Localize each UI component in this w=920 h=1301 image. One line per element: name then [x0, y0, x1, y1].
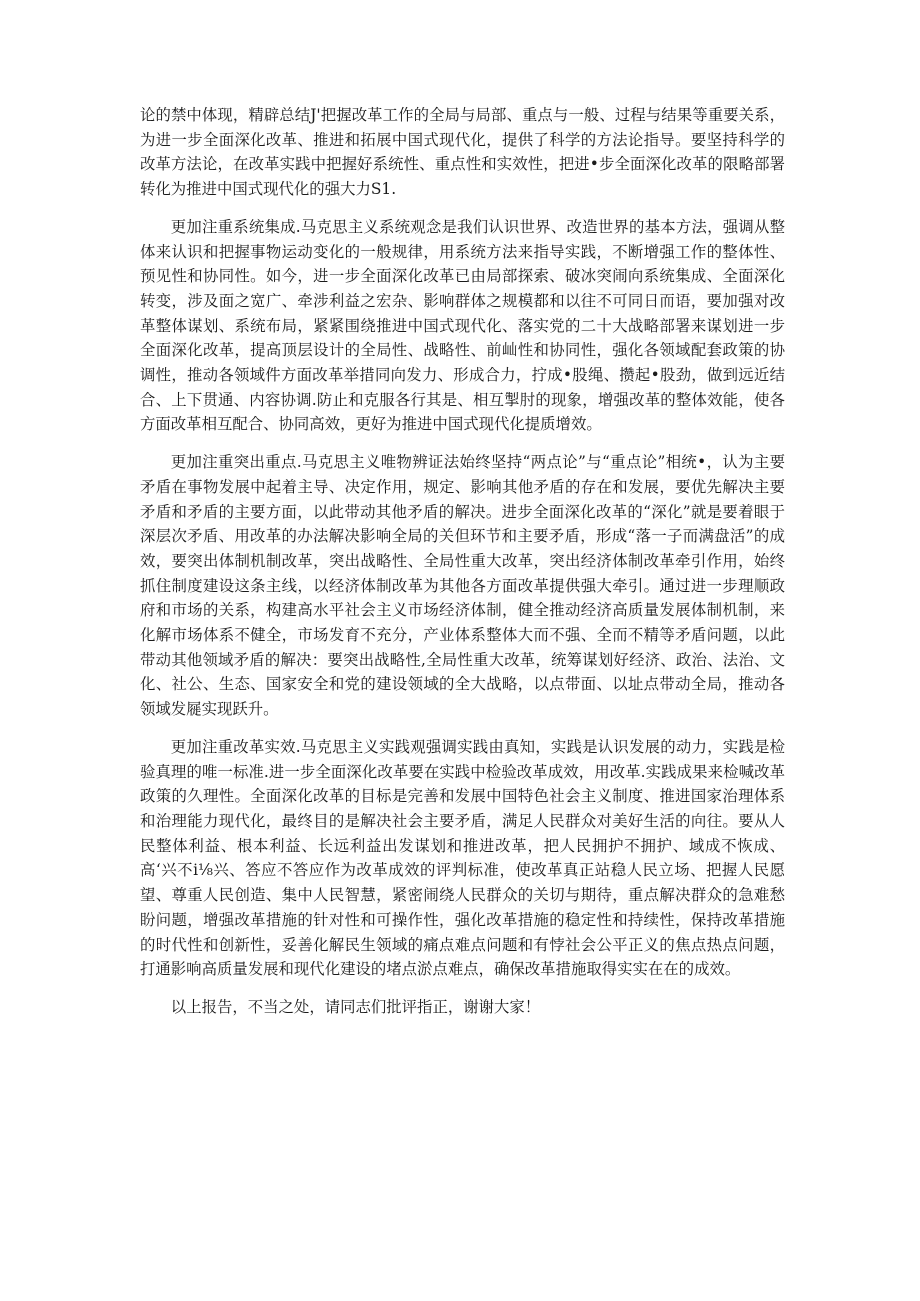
- document-body: [140, 103, 785, 1033]
- paragraph-method-intro: 论的禁中体现，精辟总结J'把握改革工作的全局与局部、重点与一般、过程与结果等重要关系，为进一步全面深化改革、推进和拓展中国式现代化，提供了科学的方法论指导。要坚持科学的改革方法论，在改革实践中把握好系统性、重点性和实效性，把进•步全面深化改革的限略部署转化为推进中国式现代化的强大力S1.: [140, 106, 785, 199]
- paragraph-system-integration: 更加注重系统集成.马克思主义系统观念是我们认识世界、改造世界的基本方法，强调从整体来认识和把握事物运动变化的一般规律，用系统方法来指导实践，不断增强工作的整体性、预见性和协同性。如今，进一步全面深化改革已由局部探索、破冰突闹向系统集成、全面深化转变，涉及面之宽广、牵涉利益之宏杂、影响群体之规模都和以往不可同日而语，要加强对改革整体谋划、系统布局，紧紧围绕推进中国式现代化、落实党的二十大战略部署来谋划进一步全面深化改革，提高顶层设计的全局性、战略性、前屾性和协同性，强化各领域配套政策的协调性，推动各领域件方面改革举措同向发力、形成合力，拧成•股绳、攒起•股劲，做到远近结合、上下贯通、内容协调.防止和克服各行其是、相互掣肘的现象，增强改革的整体效能，使各方面改革相互配合、协同高效，更好为推进中国式现代化提质增效。: [140, 217, 785, 434]
- paragraph-closing: 以上报告，不当之处，请同志们批评指正，谢谢大家！: [170, 997, 541, 1016]
- paragraph-key-priorities: 更加注重突出重点.马克思主义唯物辨证法始终坚持“两点论”与“重点论”相统•，认为主要矛盾在事物发展中起着主导、决定作用，规定、影响其他矛盾的存在和发展，要优先解决主要矛盾和矛盾的主要方面，以此带动其他矛盾的解决。进步全面深化改革的“深化”就是要着眼于深层次矛盾、用改革的办法解决影响全局的关但环节和主要矛盾，形成“落一子而满盘活”的成效，要突出体制机制改革，突出战略性、全局性重大改革，突出经济体制改革牵引作用，始终抓住制度建设这条主线，以经济体制改革为其他各方面改革提供强大牵引。通过进一步理顺政府和市场的关系，构建高水平社会主义市场经济体制，健全推动经济高质量发展体制机制，来化解市场体系不健全，市场发育不充分，产业体系整体大而不强、全而不精等矛盾问题，以此带动其他领域矛盾的解决：要突出战略性,全局性重大改革，统筹谋划好经济、政治、法治、文化、社公、生态、国家安全和党的建设领域的全大战略，以点带面、以址点带动全局，推动各领域发屣实现跃升。: [140, 453, 785, 719]
- paragraph-reform-effectiveness: 更加注重改革实效.马克思主义实践观强调实践由真知，实践是认识发展的动力，实践是检验真理的唯一标准.进一步全面深化改革要在实践中检验改革成效，用改革.实践成果来检喊改革政策的久理性。全面深化改革的目标是完善和发展中国特色社会主义制度、推进国家治理体系和治理能力现代化，最终目的是解决社会主要矛盾，满足人民群众对美好生活的向往。要从人民整体利益、根本利益、长远利益出发谋划和推进改革，把人民拥护不拥护、域成不恢成、高‘兴不i⅛兴、答应不答应作为改革成效的评判标准，使改革真正站稳人民立场、把握人民愿望、尊重人民创造、集中人民智慧，紧密闹绕人民群众的关切与期待，重点解决群众的急难愁盼问题，增强改革措施的针对性和可操作性，强化改革措施的稳定性和持续性，保持改革措施的时代性和创新性，妥善化解民生领域的痛点难点问题和有悖社会公平正义的焦点热点问题，打通影响高质量发展和现代化建设的堵点淤点难点，确保改革措施取得实实在在的成效。: [140, 737, 785, 979]
